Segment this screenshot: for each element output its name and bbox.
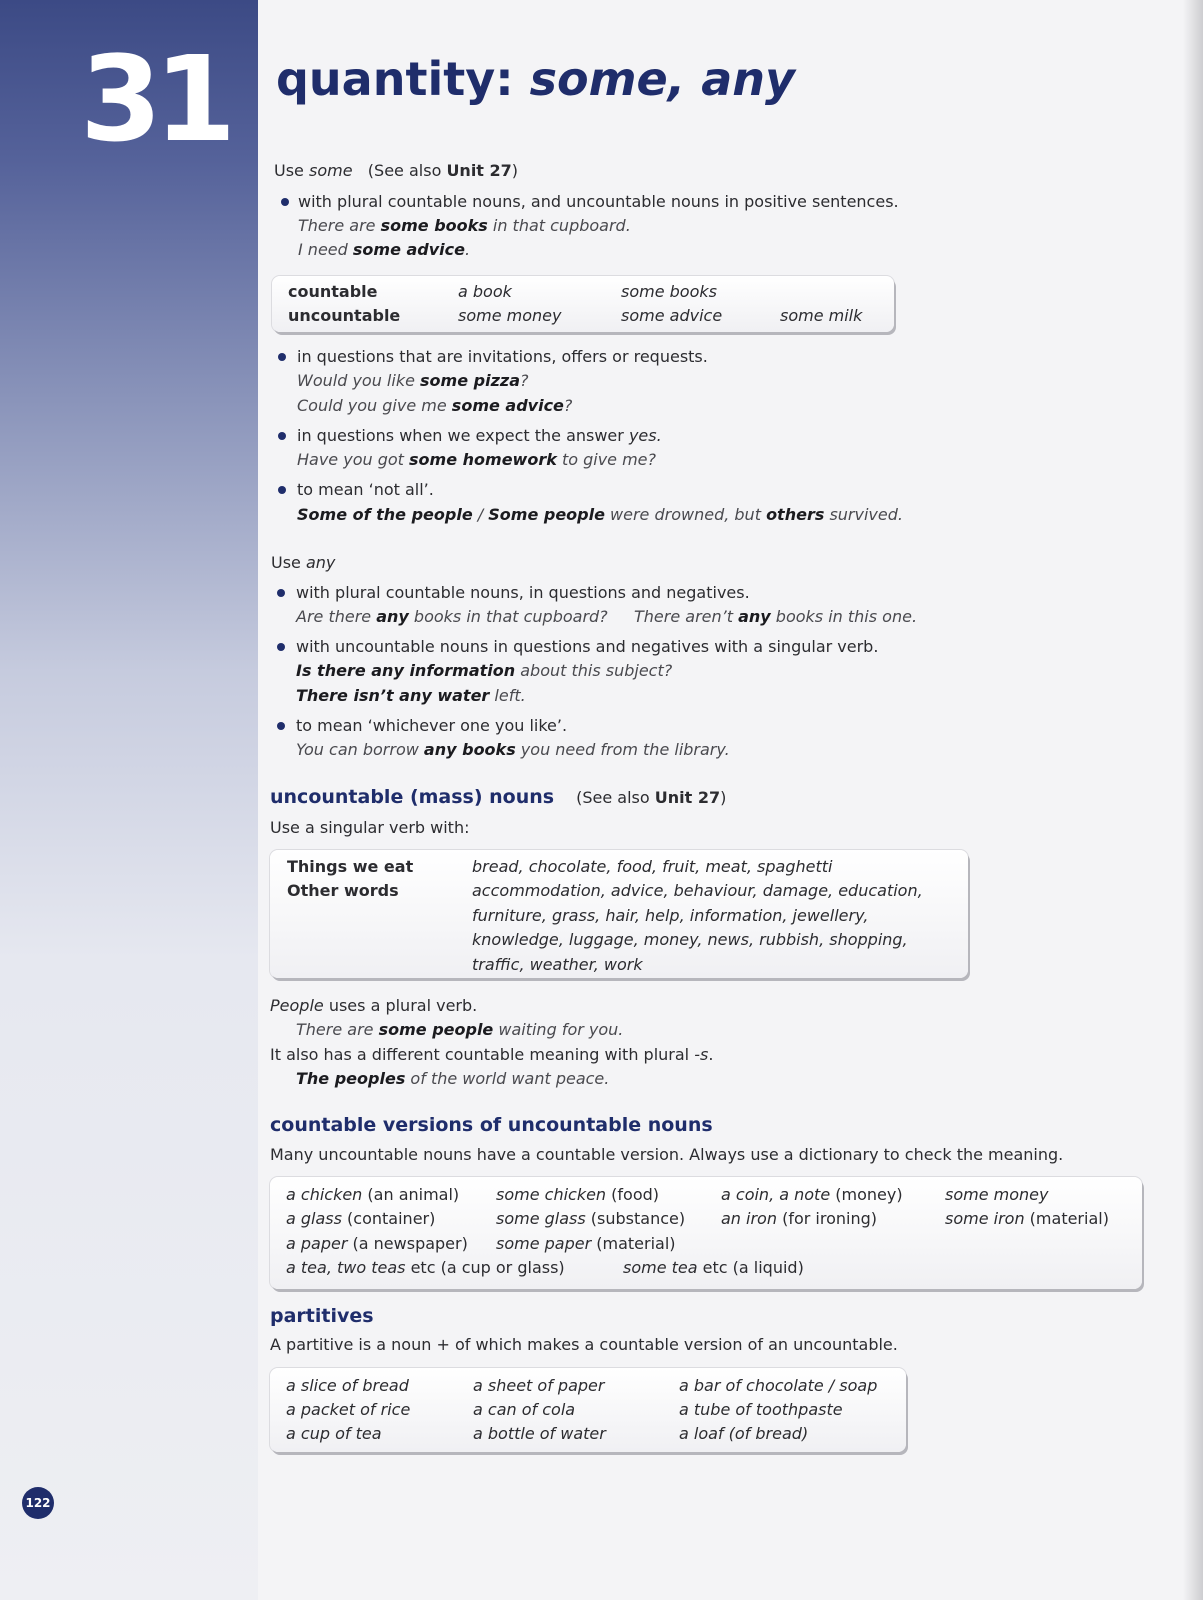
example [297, 505, 903, 524]
bullet-icon [278, 486, 286, 494]
text: etc (a liquid) [697, 1258, 804, 1277]
text: Have you got [297, 450, 410, 469]
text: any books [423, 740, 516, 759]
text: left. [489, 686, 526, 705]
text: any [376, 607, 409, 626]
table-cell: countable [288, 282, 378, 301]
example [296, 1069, 609, 1088]
table-cell: some advice [621, 306, 723, 325]
text: ) [511, 161, 519, 180]
table-cell: traffic, weather, work [472, 955, 643, 974]
table-cell [496, 1185, 659, 1204]
table-cell: a book [458, 282, 512, 301]
text: (money) [830, 1185, 903, 1204]
text: were drowned, but [604, 505, 767, 524]
see-also [576, 788, 726, 807]
text: some pizza [420, 371, 520, 390]
text: Some of the people [297, 505, 473, 524]
some-rule-2: in questions that are invitations, offers or requests. [297, 347, 708, 366]
text: about this subject? [515, 661, 673, 680]
table-cell [286, 1209, 435, 1228]
example [296, 661, 672, 680]
text: (for ironing) [776, 1209, 877, 1228]
text: The peoples [296, 1069, 406, 1088]
text: some paper [496, 1234, 592, 1253]
any-rule-1: with plural countable nouns, in questions and negatives. [296, 583, 750, 602]
people-note [270, 996, 477, 1015]
text: any [305, 553, 336, 572]
text: ) [720, 788, 727, 807]
table-cell: accommodation, advice, behaviour, damage, education, [472, 881, 923, 900]
text: books in that cupboard? [408, 607, 608, 626]
text: (material) [591, 1234, 676, 1253]
text: (an animal) [362, 1185, 460, 1204]
uncountable-intro: Use a singular verb with: [270, 818, 470, 837]
page-title [276, 52, 795, 106]
example [297, 396, 572, 415]
title-main: quantity: [276, 52, 530, 106]
table-cell: some books [621, 282, 717, 301]
partitives-intro: A partitive is a noun + of which makes a countable version of an uncountable. [270, 1335, 898, 1354]
text: It also has a different countable meaning with plural [270, 1045, 695, 1064]
text: a chicken [286, 1185, 363, 1204]
any-rule-2: with uncountable nouns in questions and negatives with a singular verb. [296, 637, 879, 656]
text: (material) [1024, 1209, 1109, 1228]
table-cell: a bottle of water [473, 1424, 606, 1443]
text: in questions when we expect the answer [297, 426, 629, 445]
text: some chicken [496, 1185, 607, 1204]
text: Is there any information [296, 661, 516, 680]
text: some people [378, 1020, 494, 1039]
bullet-icon [277, 589, 285, 597]
text: yes. [628, 426, 662, 445]
heading-text: uncountable (mass) nouns [270, 786, 555, 808]
use-some-intro [274, 161, 518, 180]
example [296, 1020, 623, 1039]
table-cell: bread, chocolate, food, fruit, meat, spaghetti [472, 857, 833, 876]
text: some iron [945, 1209, 1025, 1228]
any-rule-3: to mean ‘whichever one you like’. [296, 716, 568, 735]
uncountable-table [270, 850, 968, 978]
section-heading-partitives: partitives [270, 1305, 374, 1327]
use-any-intro [271, 553, 335, 572]
table-cell: a loaf (of bread) [679, 1424, 809, 1443]
section-heading-countable-versions: countable versions of uncountable nouns [270, 1114, 713, 1136]
table-cell: knowledge, luggage, money, news, rubbish, shopping, [472, 930, 908, 949]
table-cell: some money [458, 306, 562, 325]
text: an iron [721, 1209, 777, 1228]
table-cell: a cup of tea [286, 1424, 382, 1443]
table-cell [286, 1258, 565, 1277]
unit-ref: Unit 27 [654, 788, 721, 807]
bullet-icon [281, 198, 289, 206]
some-rule-1: with plural countable nouns, and uncountable nouns in positive sentences. [298, 192, 899, 211]
example [296, 740, 730, 759]
people-plural-note [270, 1045, 713, 1064]
text: Use [271, 553, 306, 572]
table-cell: a can of cola [473, 1400, 576, 1419]
table-cell [286, 1185, 459, 1204]
text: -s [694, 1045, 709, 1064]
example [634, 607, 917, 626]
text: any [738, 607, 771, 626]
table-cell: furniture, grass, hair, help, information, jewellery, [472, 906, 869, 925]
text: in that cupboard. [487, 216, 631, 235]
example [296, 686, 526, 705]
text: others [766, 505, 825, 524]
table-label: Other words [287, 881, 399, 900]
text: Use [274, 161, 309, 180]
table-cell [623, 1258, 804, 1277]
text: ? [563, 396, 573, 415]
text: some books [380, 216, 488, 235]
text: books in this one. [770, 607, 918, 626]
table-cell [721, 1185, 903, 1204]
some-rule-3 [297, 426, 662, 445]
text: some advice [352, 240, 465, 259]
table-cell [945, 1209, 1109, 1228]
text: . [708, 1045, 714, 1064]
unit-ref: Unit 27 [446, 161, 512, 180]
section-heading-uncountable [270, 786, 726, 808]
countable-versions-table [270, 1177, 1142, 1289]
table-cell [286, 1234, 468, 1253]
partitives-table [270, 1368, 906, 1452]
text: a glass [286, 1209, 342, 1228]
example [297, 450, 656, 469]
text: some tea [623, 1258, 698, 1277]
table-cell: a bar of chocolate / soap [679, 1376, 878, 1395]
text: some glass [496, 1209, 586, 1228]
example [298, 216, 631, 235]
title-emphasis: some, any [529, 52, 795, 106]
table-cell: some milk [780, 306, 863, 325]
text: (food) [606, 1185, 660, 1204]
bullet-icon [277, 722, 285, 730]
text: . [464, 240, 471, 259]
text: (container) [341, 1209, 436, 1228]
text: Are there [296, 607, 377, 626]
table-label: Things we eat [287, 857, 414, 876]
bullet-icon [277, 643, 285, 651]
table-cell [496, 1209, 685, 1228]
bullet-icon [278, 353, 286, 361]
table-cell: a sheet of paper [473, 1376, 605, 1395]
table-cell: a tube of toothpaste [679, 1400, 843, 1419]
example [297, 371, 528, 390]
text: People [270, 996, 324, 1015]
text: I need [298, 240, 353, 259]
text: you need from the library. [515, 740, 730, 759]
table-cell [945, 1185, 1048, 1204]
bullet-icon [278, 432, 286, 440]
unit-number: 31 [80, 30, 229, 168]
example [296, 607, 608, 626]
text: There are [296, 1020, 379, 1039]
text: some advice [451, 396, 564, 415]
text: Some people [488, 505, 605, 524]
table-cell: a slice of bread [286, 1376, 409, 1395]
text: There are [298, 216, 381, 235]
example [298, 240, 470, 259]
table-cell: a packet of rice [286, 1400, 411, 1419]
page-number-badge: 122 [22, 1487, 54, 1519]
text: (See also [576, 788, 655, 807]
table-cell [721, 1209, 877, 1228]
table-cell: uncountable [288, 306, 401, 325]
countable-uncountable-table [272, 276, 894, 332]
text: some homework [409, 450, 557, 469]
table-cell [496, 1234, 676, 1253]
text: (a newspaper) [347, 1234, 468, 1253]
text: waiting for you. [493, 1020, 624, 1039]
some-rule-4: to mean ‘not all’. [297, 480, 434, 499]
countable-versions-intro: Many uncountable nouns have a countable version. Always use a dictionary to check the meaning. [270, 1145, 1064, 1164]
text: There aren’t [634, 607, 739, 626]
text: / [472, 505, 489, 524]
side-strip [0, 0, 258, 1600]
text: Could you give me [297, 396, 452, 415]
text: of the world want peace. [405, 1069, 610, 1088]
text: There isn’t any water [296, 686, 490, 705]
text: uses a plural verb. [323, 996, 478, 1015]
text: a coin, a note [721, 1185, 831, 1204]
text: You can borrow [296, 740, 424, 759]
text: (substance) [585, 1209, 686, 1228]
text: Would you like [297, 371, 421, 390]
text: survived. [824, 505, 903, 524]
text: ? [519, 371, 529, 390]
text: some [308, 161, 353, 180]
text: (See also [352, 161, 447, 180]
text: to give me? [556, 450, 657, 469]
text: a paper [286, 1234, 348, 1253]
text: a tea, two teas [286, 1258, 406, 1277]
page-edge-shadow [1183, 0, 1203, 1600]
text: etc (a cup or glass) [405, 1258, 565, 1277]
text: some money [945, 1185, 1049, 1204]
